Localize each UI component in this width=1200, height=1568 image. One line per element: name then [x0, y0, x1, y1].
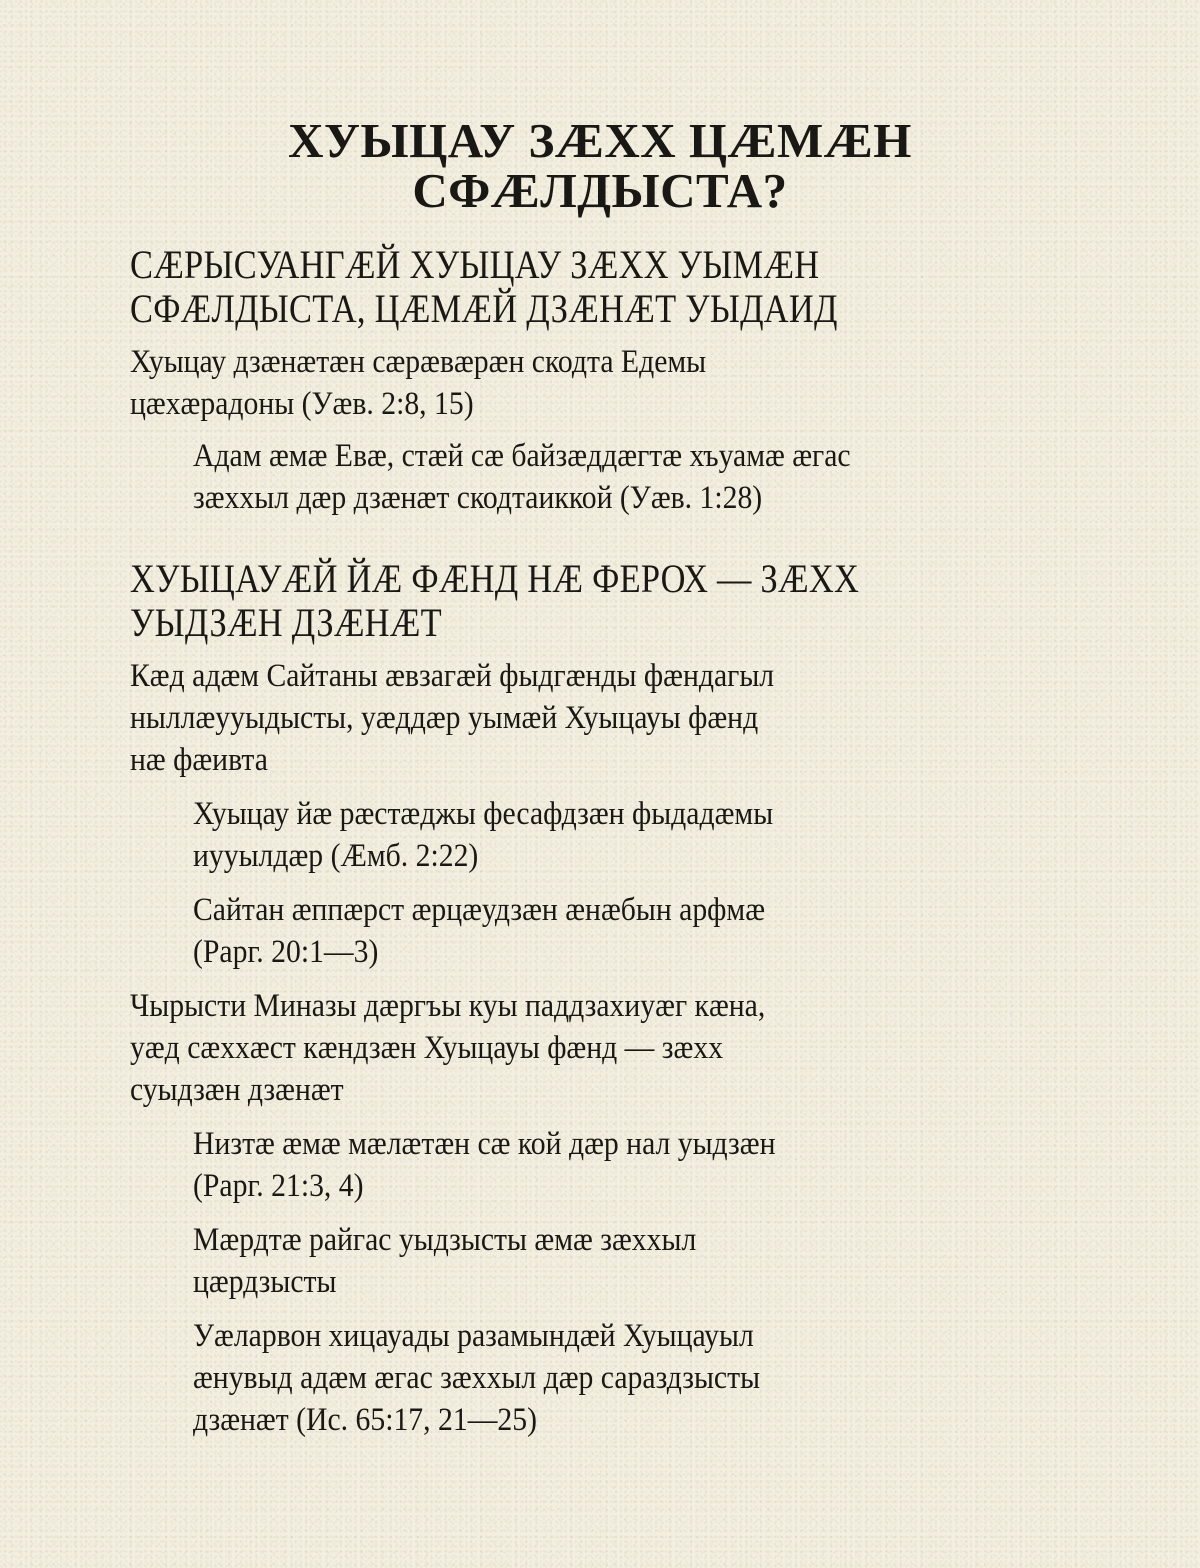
section-heading-1-line-2: СФÆЛДЫСТА, ЦÆМÆЙ ДЗÆНÆТ УЫДАИД [130, 286, 838, 331]
outline-item-line: суыдзæн дзæнæт [130, 1072, 344, 1108]
section-heading-2-line-1: ХУЫЦАУÆЙ ЙÆ ФÆНД НÆ ФЕРОХ — ЗÆХХ [130, 556, 860, 601]
outline-subitem-1-1-1 [130, 435, 1138, 519]
outline-item-line: Кæд адæм Сайтаны æвзагæй фыдгæнды фæндагыл [130, 658, 775, 694]
outline-subitem-2-2-2 [130, 1219, 1138, 1303]
outline-item-line: Чырысти Миназы дæргъы куы паддзахиуæг кæна, [130, 988, 766, 1024]
outline-subitem-2-2-1 [130, 1123, 1138, 1207]
page-title-line-2: СФÆЛДЫСТА? [412, 163, 788, 218]
outline-item-line: Сайтан æппæрст æрцæудзæн æнæбын арфмæ [193, 892, 766, 928]
page-title-line-1: ХУЫЦАУ ЗÆХХ ЦÆМÆН [288, 113, 912, 168]
outline-item-line: дзæнæт (Ис. 65:17, 21—25) [193, 1402, 537, 1438]
outline-item-line: иууылдæр (Æмб. 2:22) [193, 838, 479, 874]
outline-item-line: ныллæууыдысты, уæддæр уымæй Хуыцауы фæнд [130, 700, 759, 736]
outline-item-2-1 [130, 655, 1075, 781]
section-heading-1-line-1: СÆРЫСУАНГÆЙ ХУЫЦАУ ЗÆХХ УЫМÆН [130, 242, 820, 287]
outline-item-line: Уæларвон хицауады разамындæй Хуыцауыл [193, 1318, 754, 1354]
section-heading-2 [130, 557, 1119, 645]
outline-item-line: Низтæ æмæ мæлæтæн сæ кой дæр нал уыдзæн [193, 1126, 776, 1162]
outline-item-line: нæ фæивта [130, 742, 268, 778]
outline-item-line: зæххыл дæр дзæнæт скодтаиккой (Уæв. 1:28) [193, 480, 763, 516]
outline-item-line: цæхæрадоны (Уæв. 2:8, 15) [130, 386, 474, 422]
outline-item-line: цæрдзысты [193, 1264, 337, 1300]
outline-item-line: (Рарг. 20:1—3) [193, 934, 379, 970]
outline-item-1-1 [130, 341, 1075, 425]
outline-subitem-2-2-3 [130, 1315, 1138, 1441]
section-heading-2-line-2: УЫДЗÆН ДЗÆНÆТ [130, 600, 442, 645]
section-heading-1 [130, 243, 1119, 331]
outline-item-2-2 [130, 985, 1075, 1111]
outline-item-line: (Рарг. 21:3, 4) [193, 1168, 364, 1204]
outline-item-line: Хуыцау дзæнæтæн сæрæвæрæн скодта Едемы [130, 344, 707, 380]
outline-content [130, 243, 1070, 1441]
outline-item-line: æнувыд адæм æгас зæххыл дæр сараздзысты [193, 1360, 761, 1396]
outline-subitem-2-1-1 [130, 793, 1138, 877]
outline-subitem-2-1-2 [130, 889, 1138, 973]
outline-item-line: уæд сæххæст кæндзæн Хуыцауы фæнд — зæхх [130, 1030, 724, 1066]
outline-item-line: Мæрдтæ райгас уыдзысты æмæ зæххыл [193, 1222, 697, 1258]
outline-item-line: Хуыцау йæ рæстæджы фесафдзæн фыдадæмы [193, 796, 774, 832]
page-title [0, 113, 1200, 218]
outline-item-line: Адам æмæ Евæ, стæй сæ байзæддæгтæ хъуамæ æгас [193, 438, 851, 474]
